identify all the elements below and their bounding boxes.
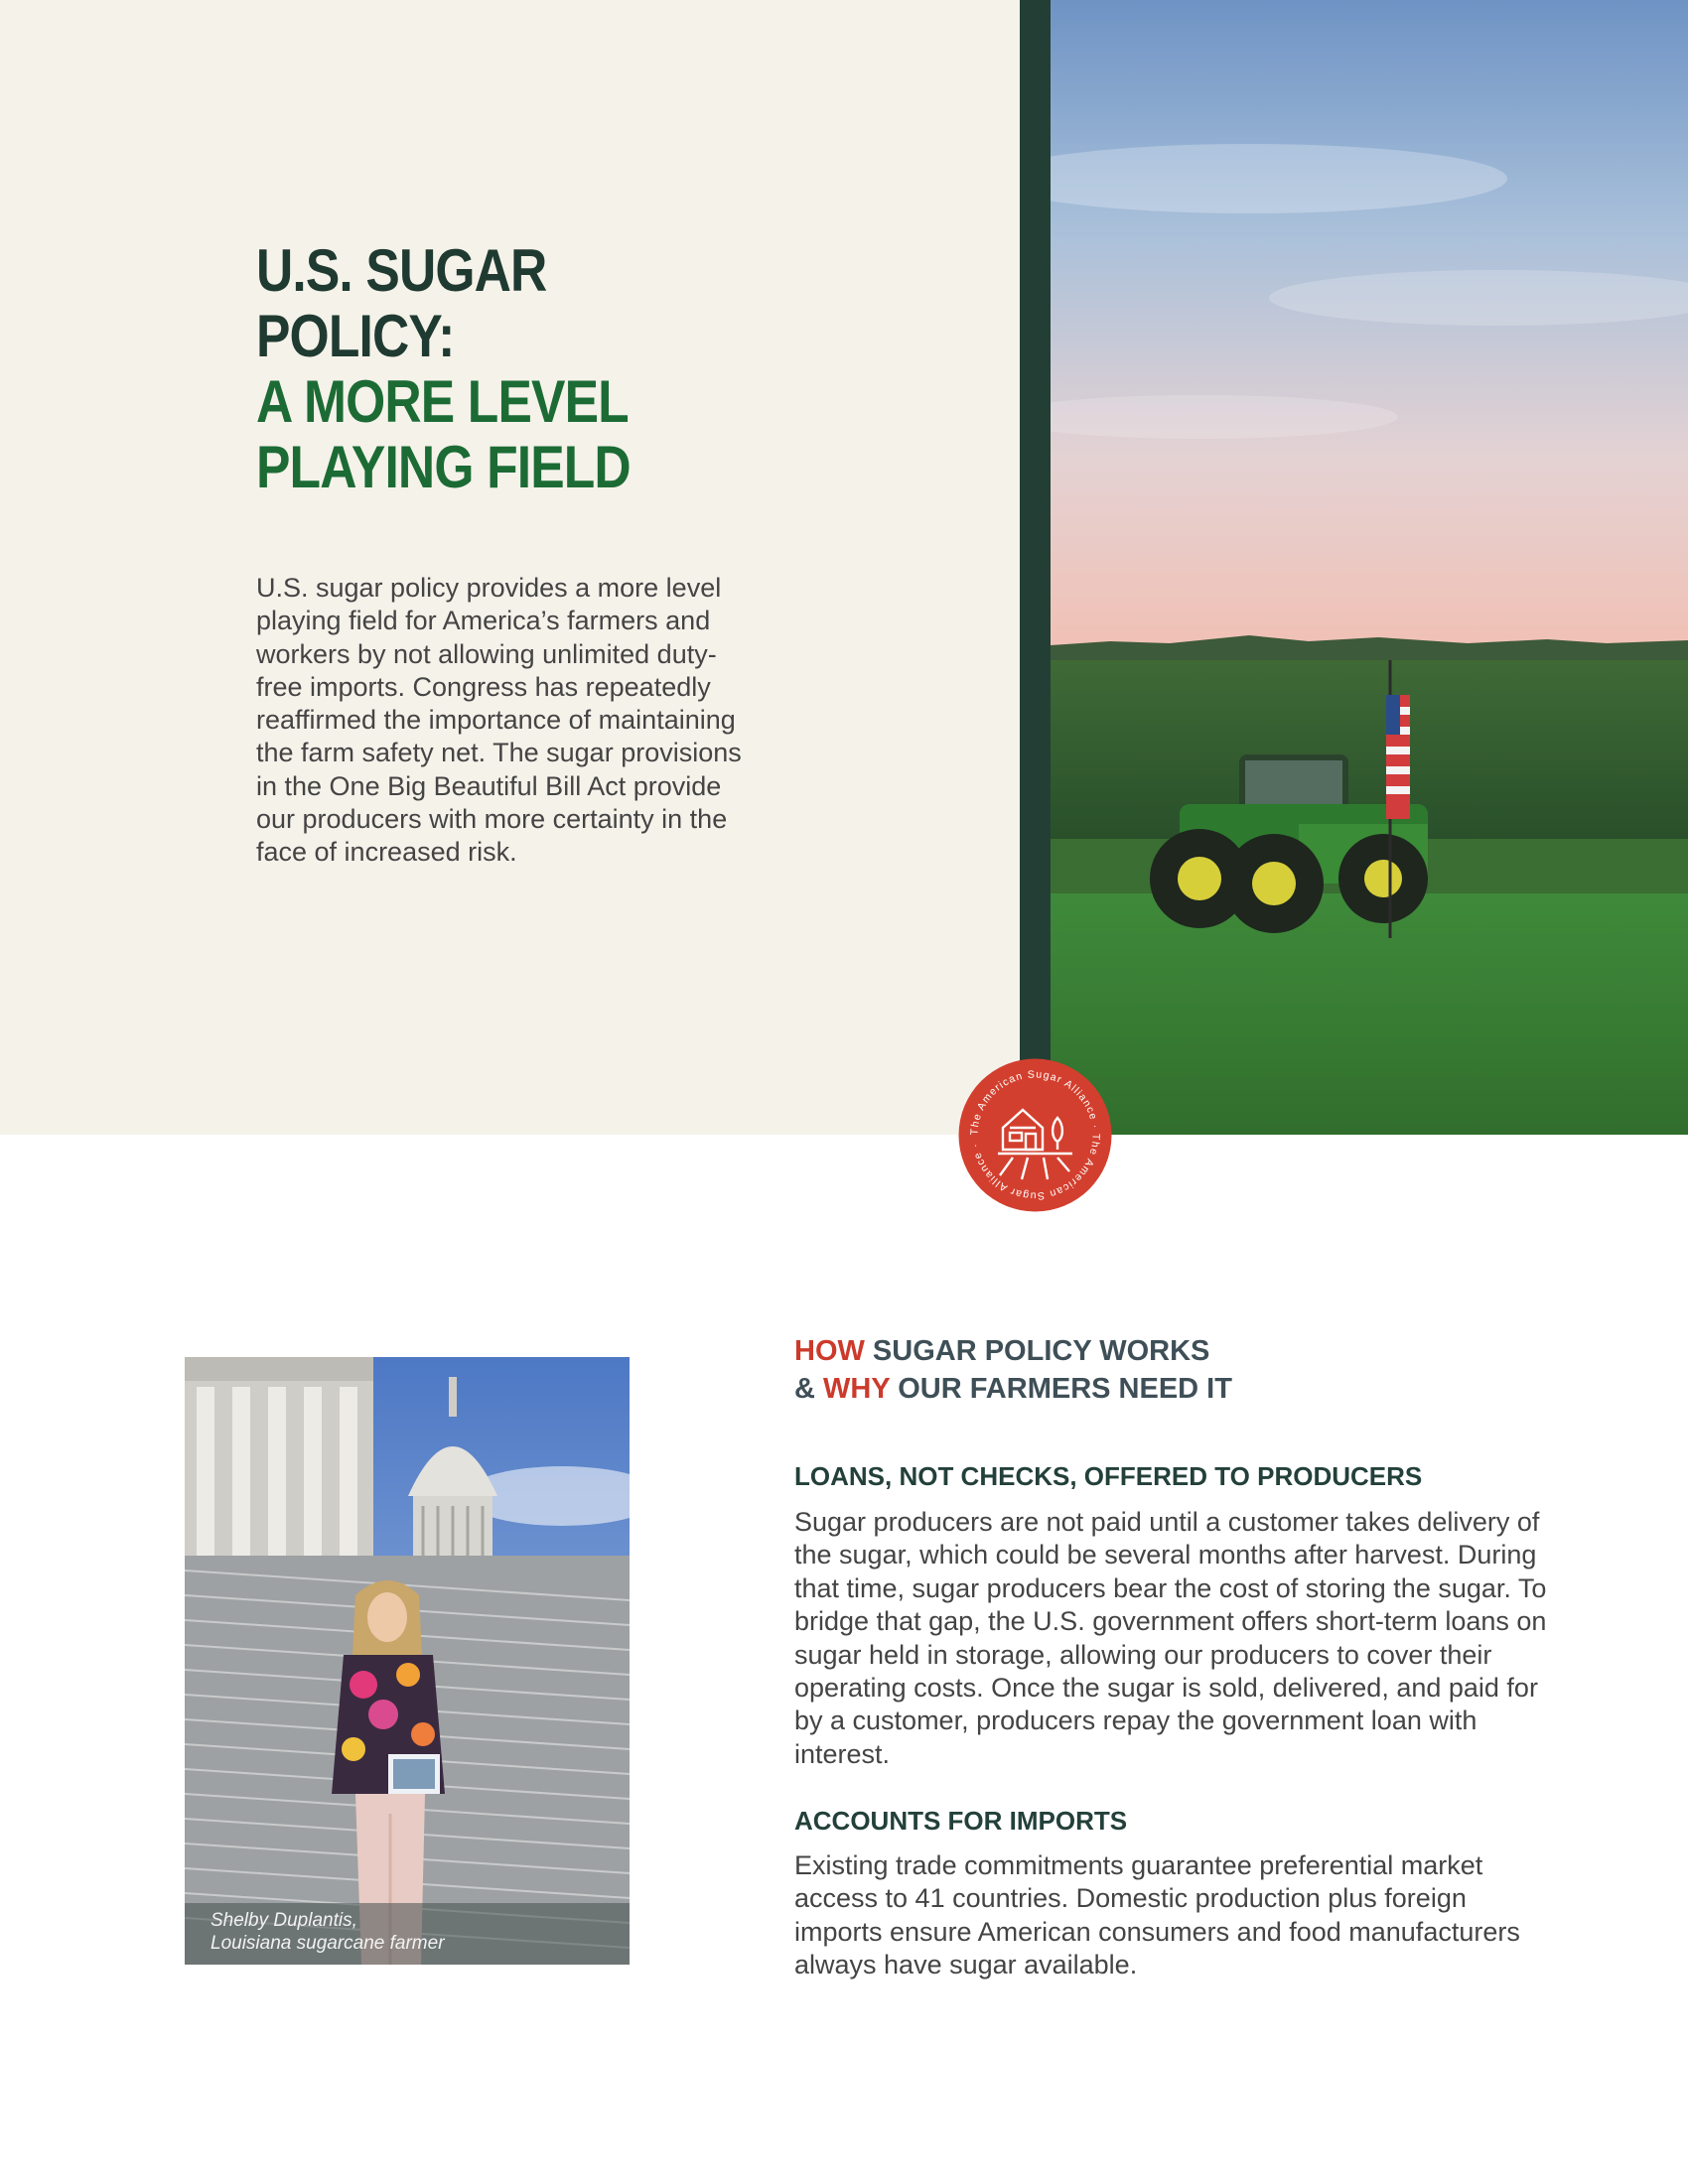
imports-heading: ACCOUNTS FOR IMPORTS [794, 1806, 1128, 1836]
intro-panel [0, 0, 1020, 1135]
page-title [256, 238, 631, 500]
title-line-2: POLICY: [256, 303, 455, 369]
title-line-1: U.S. SUGAR [256, 237, 547, 304]
title-line-3: A MORE LEVEL [256, 368, 629, 435]
title-rest-2: OUR FARMERS NEED IT [890, 1373, 1232, 1405]
divider-bar [1020, 0, 1051, 1135]
loans-paragraph: Sugar producers are not paid until a customer takes delivery of the sugar, which could be several months after harvest. During that time, sugar producers bear the cost of storing the sugar. To bridge that gap, the U.S. government offers short-term loans on sugar held in storage, allowing our producers to cover their operating costs. Once the sugar is sold, delivered, and paid for by a customer, producers repay the government loan with interest. [794, 1507, 1547, 1769]
title-amp: & [794, 1373, 823, 1405]
title-rest-1: SUGAR POLICY WORKS [864, 1335, 1210, 1367]
imports-paragraph: Existing trade commitments guarantee preferential market access to 41 countries. Domestic production plus foreign imports ensure American consumers and food manufacturers always have sugar available. [794, 1850, 1520, 1980]
section-title [794, 1332, 1232, 1408]
title-why: WHY [823, 1373, 891, 1405]
farmer-at-capitol-photo [185, 1357, 630, 1965]
tractor-field-photo [1051, 0, 1688, 1135]
caption-name: Shelby Duplantis, [211, 1910, 357, 1931]
title-line-4: PLAYING FIELD [256, 434, 631, 500]
intro-paragraph: U.S. sugar policy provides a more level playing field for America’s farmers and workers by not allowing unlimited duty-free imports. Congress has repeatedly reaffirmed the importance of maintaining the farm safety net. The sugar provisions in the One Big Beautiful Bill Act provide our producers with more certainty in the face of increased risk. [256, 573, 742, 868]
photo-caption [211, 1909, 445, 1955]
caption-role: Louisiana sugarcane farmer [211, 1933, 445, 1954]
seal-text: The American Sugar Alliance · The American Sugar Alliance · [968, 1068, 1102, 1202]
title-how: HOW [794, 1335, 865, 1367]
american-sugar-alliance-seal [958, 1058, 1112, 1212]
loans-heading: LOANS, NOT CHECKS, OFFERED TO PRODUCERS [794, 1461, 1423, 1491]
